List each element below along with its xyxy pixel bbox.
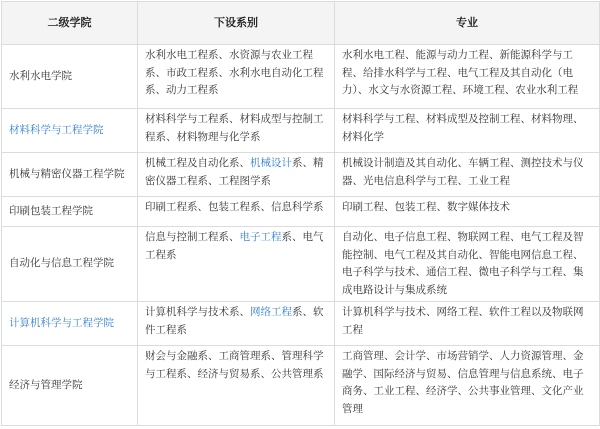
majors-cell: 机械设计制造及其自动化、车辆工程、测控技术与仪器、光电信息科学与工程、工业工程 <box>335 153 600 197</box>
departments-cell <box>138 302 335 346</box>
department-text: 材料科学与工程系、材料成型与控制工程系、材料物理与化学系 <box>145 113 324 143</box>
college-cell: 经济与管理学院 <box>2 346 138 426</box>
college-cell: 水利水电学院 <box>2 45 138 109</box>
header-college: 二级学院 <box>2 2 138 45</box>
department-text: 信息与控制工程系、 <box>145 231 240 243</box>
table-row <box>2 153 600 197</box>
college-cell[interactable]: 材料科学与工程学院 <box>2 109 138 153</box>
table-row <box>2 346 600 426</box>
majors-cell: 自动化、电子信息工程、物联网工程、电气工程及智能控制、电气工程及其自动化、智能电网信息工程、电子科学与技术、通信工程、微电子科学与工程、集成电路设计与集成系统 <box>335 227 600 302</box>
departments-cell <box>138 197 335 227</box>
departments-cell <box>138 45 335 109</box>
header-departments: 下设系别 <box>138 2 335 45</box>
college-cell: 机械与精密仪器工程学院 <box>2 153 138 197</box>
departments-cell <box>138 346 335 426</box>
table-row <box>2 227 600 302</box>
departments-cell <box>138 227 335 302</box>
college-table-container <box>0 1 600 429</box>
college-cell: 印刷包装工程学院 <box>2 197 138 227</box>
department-text: 计算机科学与技术系、 <box>145 306 250 318</box>
college-departments-table <box>1 1 600 426</box>
department-text: 机械工程及自动化系、 <box>145 157 250 169</box>
college-cell: 自动化与信息工程学院 <box>2 227 138 302</box>
college-cell[interactable]: 计算机科学与工程学院 <box>2 302 138 346</box>
department-link[interactable]: 网络工程 <box>250 306 292 318</box>
department-text: 水利水电工程系、水资源与农业工程系、市政工程系、水利水电自动化工程系、动力工程系 <box>145 49 324 96</box>
table-header-row <box>2 2 600 45</box>
table-row <box>2 109 600 153</box>
table-row <box>2 302 600 346</box>
majors-cell: 材料科学与工程、材料成型及控制工程、材料物理、材料化学 <box>335 109 600 153</box>
department-text: 财会与金融系、工商管理系、管理科学与工程系、经济与贸易系、公共管理系 <box>145 350 324 380</box>
department-text: 系、电气工程系 <box>145 231 324 261</box>
majors-cell: 水利水电工程、能源与动力工程、新能源科学与工程、给排水科学与工程、电气工程及其自动化（电力）、水文与水资源工程、环境工程、农业水利工程 <box>335 45 600 109</box>
departments-cell <box>138 153 335 197</box>
departments-cell <box>138 109 335 153</box>
table-row <box>2 197 600 227</box>
department-text: 印刷工程系、包装工程系、信息科学系 <box>145 201 324 213</box>
majors-cell: 工商管理、会计学、市场营销学、人力资源管理、金融学、国际经济与贸易、信息管理与信息系统、电子商务、工业工程、经济学、公共事业管理、文化产业管理 <box>335 346 600 426</box>
department-link[interactable]: 电子工程 <box>239 231 282 243</box>
department-text: 系、软件工程系 <box>145 306 324 336</box>
majors-cell: 印刷工程、包装工程、数字媒体技术 <box>335 197 600 227</box>
table-row <box>2 45 600 109</box>
department-text: 系、精密仪器工程系、工程图学系 <box>145 157 324 187</box>
table-body <box>2 45 600 426</box>
header-majors: 专业 <box>335 2 600 45</box>
majors-cell: 计算机科学与技术、网络工程、软件工程以及物联网工程 <box>335 302 600 346</box>
department-link[interactable]: 机械设计 <box>250 157 292 169</box>
